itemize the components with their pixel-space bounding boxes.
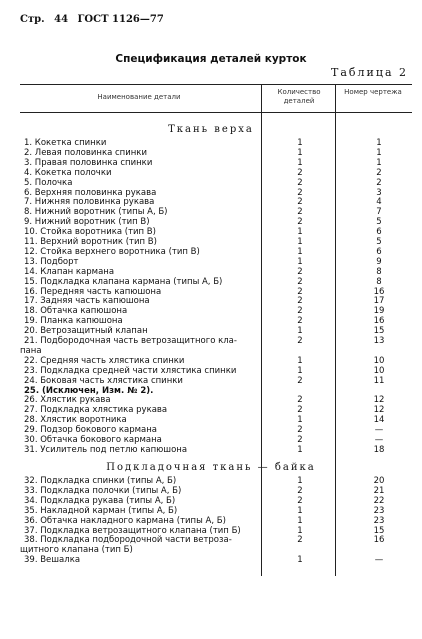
table-row [24,556,419,565]
part-name: 34. Подкладка рукава (типы А, Б) [24,495,176,506]
table-row [24,487,419,496]
standard-code: ГОСТ 1126—77 [77,14,164,25]
part-drawing-number: 21 [373,485,385,496]
part-drawing-number: 19 [373,306,385,317]
table-row [24,426,419,435]
part-name: 7. Нижняя половинка рукава [24,197,155,208]
table-row [24,507,419,516]
part-qty: 2 [297,495,303,506]
part-name: 2. Левая половинка спинки [24,147,147,158]
part-drawing-number: 4 [376,197,382,208]
page-header [20,14,170,25]
part-name: 39. Вешалка [24,555,81,566]
part-drawing-number: 8 [376,276,382,287]
part-name: 20. Ветрозащитный клапан [24,326,148,337]
part-drawing-number: 23 [373,505,385,516]
part-drawing-number: 14 [373,415,385,426]
part-name: 23. Подкладка средней части хлястика спинки [24,365,237,376]
part-qty: 2 [297,197,303,208]
table-row [24,159,419,168]
part-name: 36. Обтачка накладного кармана (типы А, Б) [24,515,226,526]
part-name: 11. Верхний воротник (тип В) [24,237,157,247]
part-drawing-number: 8 [376,266,382,277]
table-row [24,228,419,237]
part-qty: 2 [297,187,303,198]
part-drawing-number: 2 [376,167,382,178]
column-header-name: Наименование детали [97,93,181,101]
part-qty: 1 [297,505,303,516]
part-qty: 1 [297,515,303,526]
part-drawing-number: 10 [373,365,385,376]
part-name: 24. Боковая часть хлястика спинки [24,375,183,386]
part-drawing-number: 3 [376,187,382,198]
part-drawing-number: 1 [376,147,382,158]
part-name: 29. Подзор бокового кармана [24,425,157,436]
part-qty: 2 [297,395,303,406]
part-name: 5. Полочка [24,177,73,188]
part-name: 28. Хлястик воротника [24,415,127,426]
document-title: Спецификация деталей курток [115,53,307,65]
part-drawing-number: 16 [373,535,385,546]
part-drawing-number: 15 [373,525,385,536]
part-qty: 1 [297,237,303,247]
part-name: 3. Правая половинка спинки [24,157,153,168]
part-drawing-number: 12 [373,395,385,406]
part-name: пана [20,345,42,356]
table-row [24,446,419,455]
part-name: 19. Планка капюшона [24,316,123,327]
part-qty: 1 [297,326,303,337]
column-header-qty: Количество деталей [277,88,321,105]
part-qty: 1 [297,246,303,257]
table-row [24,208,419,217]
table-row [24,497,419,506]
part-name: 17. Задняя часть капюшона [24,296,150,307]
table-row [24,218,419,227]
table-row [24,297,419,306]
table-row [24,278,419,287]
part-name: 13. Подборт [24,256,79,267]
part-drawing-number: 5 [376,217,382,228]
part-qty: 2 [297,207,303,218]
table-row [24,357,419,366]
part-name: 27. Подкладка хлястика рукава [24,405,168,416]
column-header-drawing: Номер чертежа [344,88,402,96]
table-row [24,327,419,336]
part-drawing-number: 1 [376,138,382,148]
part-qty: 1 [297,157,303,168]
table-row [24,406,419,415]
table-row [24,268,419,277]
part-qty: 1 [297,444,303,455]
part-drawing-number: 15 [373,326,385,337]
part-qty: 1 [297,415,303,426]
table-row [24,317,419,326]
part-name: 31. Усилитель под петлю капюшона [24,444,188,455]
part-name: 15. Подкладка клапана кармана (типы А, Б) [24,276,223,287]
part-drawing-number: 22 [373,495,385,506]
part-drawing-number: 20 [373,476,385,486]
part-qty: 1 [297,355,303,366]
part-qty: 2 [297,177,303,188]
part-qty: 1 [297,138,303,148]
part-drawing-number: 5 [376,237,382,247]
part-name: 37. Подкладка ветрозащитного клапана (тип Б) [24,525,241,536]
part-name: 9. Нижний воротник (тип В) [24,217,150,228]
table-row [24,307,419,316]
part-drawing-number: — [374,555,384,566]
table-row [24,258,419,267]
part-name: 25. (Исключен, Изм. № 2). [24,385,154,396]
part-qty: 1 [297,256,303,267]
part-name: 33. Подкладка полочки (типы А, Б) [24,485,182,496]
part-drawing-number: 13 [373,336,385,346]
part-drawing-number: 17 [373,296,385,307]
part-name: 6. Верхняя половинка рукава [24,187,157,198]
part-name: 1. Кокетка спинки [24,138,107,148]
part-qty: 2 [297,167,303,178]
table-row [24,179,419,188]
part-drawing-number: 6 [376,246,382,257]
part-qty: 2 [297,276,303,287]
part-name: 26. Хлястик рукава [24,395,111,406]
table-row [24,517,419,526]
table-row [24,337,419,346]
part-drawing-number: 23 [373,515,385,526]
part-qty: 2 [297,296,303,307]
part-drawing-number: — [374,435,384,445]
table-row [24,436,419,445]
part-drawing-number: — [374,425,384,436]
part-qty: 2 [297,435,303,445]
table-row [24,387,419,396]
section-title-fabric: Ткань верха [168,124,254,135]
table-row [24,149,419,158]
part-qty: 2 [297,217,303,228]
table-row [24,367,419,376]
part-qty: 2 [297,306,303,317]
table-row [24,248,419,257]
part-name: 12. Стойка верхнего воротника (тип В) [24,246,200,257]
table-row [24,169,419,178]
part-qty: 1 [297,476,303,486]
part-drawing-number: 12 [373,405,385,416]
part-name: 38. Подкладка подбородочной части ветроза- [24,535,232,546]
table-row [24,288,419,297]
part-name: 10. Стойка воротника (тип В) [24,227,156,238]
table-row [24,536,419,545]
part-drawing-number: 16 [373,316,385,327]
part-drawing-number: 9 [376,256,382,267]
part-qty: 2 [297,535,303,546]
part-drawing-number: 6 [376,227,382,238]
table-row [24,377,419,386]
part-name: 22. Средняя часть хлястика спинки [24,355,185,366]
part-name: 32. Подкладка спинки (типы А, Б) [24,476,177,486]
part-drawing-number: 1 [376,157,382,168]
table-row [20,546,415,555]
part-name: 4. Кокетка полочки [24,167,112,178]
part-name: 18. Обтачка капюшона [24,306,128,317]
part-qty: 2 [297,336,303,346]
table-row [24,238,419,247]
part-name: 21. Подбородочная часть ветрозащитного кла- [24,336,237,346]
part-qty: 2 [297,286,303,297]
part-name: 16. Передняя часть капюшона [24,286,162,297]
part-drawing-number: 18 [373,444,385,455]
part-qty: 1 [297,147,303,158]
part-qty: 2 [297,375,303,386]
table-row [24,396,419,405]
part-name: 30. Обтачка бокового кармана [24,435,162,445]
part-drawing-number: 7 [376,207,382,218]
table-row [20,347,415,356]
part-qty: 2 [297,316,303,327]
table-row [24,527,419,536]
page-label: Стр. [20,14,45,25]
table-row [24,189,419,198]
part-qty: 2 [297,425,303,436]
table-row [24,477,419,486]
part-drawing-number: 10 [373,355,385,366]
part-name: щитного клапана (тип Б) [20,545,133,556]
part-qty: 1 [297,555,303,566]
part-qty: 1 [297,525,303,536]
part-drawing-number: 11 [373,375,385,386]
table-label: Таблица 2 [331,66,408,79]
part-drawing-number: 2 [376,177,382,188]
part-qty: 1 [297,365,303,376]
table-row [24,198,419,207]
page-number: 44 [54,14,69,25]
section-title-lining: Подкладочная ткань — байка [106,462,316,473]
table-header-border [20,112,412,113]
table-row [24,416,419,425]
table-top-border [20,84,412,85]
part-name: 14. Клапан кармана [24,266,115,277]
part-qty: 2 [297,485,303,496]
part-qty: 1 [297,227,303,238]
part-name: 8. Нижний воротник (типы А, Б) [24,207,168,218]
part-qty: 2 [297,266,303,277]
part-qty: 2 [297,405,303,416]
part-drawing-number: 16 [373,286,385,297]
table-row [24,139,419,148]
part-name: 35. Накладной карман (типы А, Б) [24,505,178,516]
